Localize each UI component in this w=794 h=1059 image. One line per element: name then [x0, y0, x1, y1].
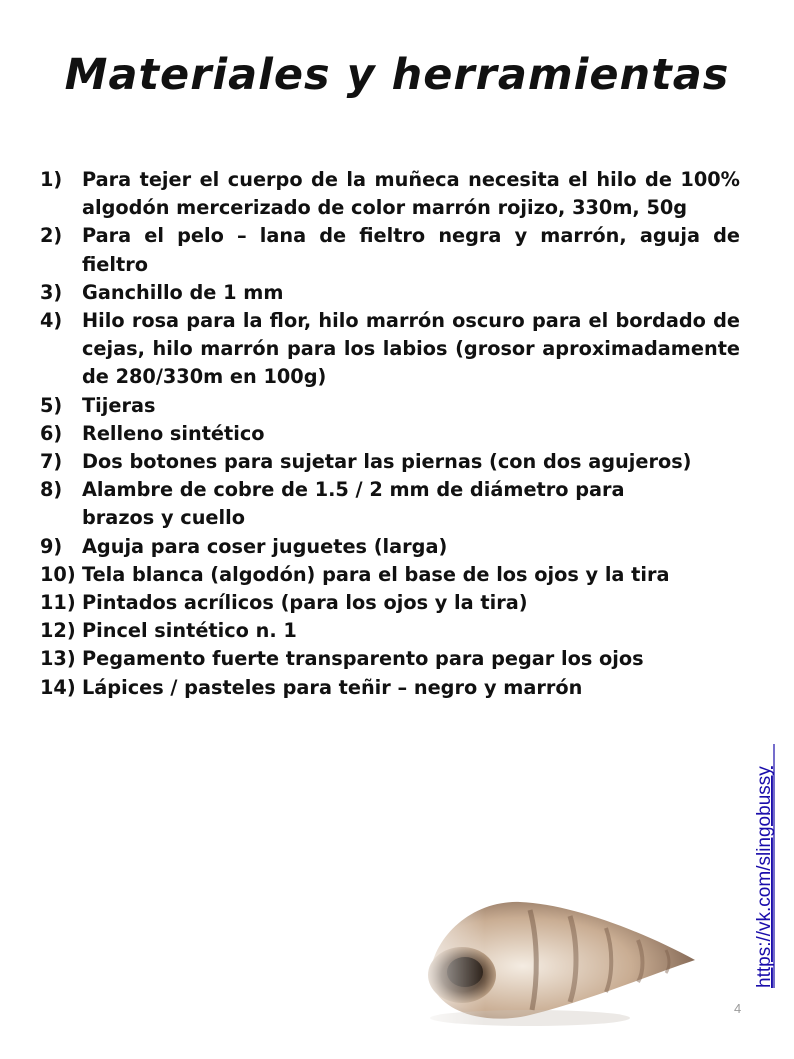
list-item [40, 222, 740, 278]
list-item-text: Tela blanca (algodón) para el base de los ojos y la tira [82, 562, 670, 586]
list-item-number: 1) [40, 168, 63, 191]
list-item-number: 8) [40, 478, 63, 502]
list-item [40, 476, 740, 532]
list-item-number: 6) [40, 421, 63, 445]
list-item-text: Para el pelo – lana de fieltro negra y marrón, aguja de fieltro [82, 224, 740, 276]
list-item-text: Para tejer el cuerpo de la muñeca necesita el hilo de 100% algodón mercerizado de color marrón rojizo, 330m, 50g [82, 168, 740, 220]
vk-link-text[interactable]: https://vk.com/slingobussy [754, 766, 775, 988]
list-item-number: 2) [40, 224, 63, 248]
list-item-number: 12) [40, 619, 76, 643]
page-title: Materiales y herramientas [64, 50, 730, 100]
list-item-text: Pintados acrílicos (para los ojos y la tira) [82, 591, 528, 615]
list-item [40, 533, 740, 561]
vk-link[interactable] [748, 740, 780, 990]
list-item-number: 10) [40, 562, 76, 586]
list-item-text: Relleno sintético [82, 421, 265, 445]
list-item [40, 674, 740, 702]
list-item-text: Dos botones para sujetar las piernas (con dos agujeros) [82, 450, 692, 474]
list-item-number: 5) [40, 393, 63, 417]
list-item-text: Ganchillo de 1 mm [82, 280, 284, 304]
list-item-number: 7) [40, 450, 63, 474]
list-item [40, 307, 740, 392]
list-item-text: Alambre de cobre de 1.5 / 2 mm de diámetro para brazos y cuello [82, 478, 625, 530]
list-item [40, 279, 740, 307]
list-item-text: Tijeras [82, 393, 156, 417]
list-item-number: 9) [40, 534, 63, 558]
list-item-text: Pincel sintético n. 1 [82, 619, 297, 643]
list-item-text: Pegamento fuerte transparento para pegar los ojos [82, 647, 644, 671]
list-item-number: 14) [40, 675, 76, 699]
list-item-number: 3) [40, 280, 63, 304]
list-item [40, 645, 740, 673]
seashell-image [410, 880, 710, 1030]
list-item [40, 420, 740, 448]
list-item-text: Lápices / pasteles para teñir – negro y marrón [82, 675, 583, 699]
materials-list [40, 166, 740, 702]
page-number: 4 [734, 1001, 742, 1016]
list-item [40, 617, 740, 645]
list-item [40, 166, 740, 222]
list-item [40, 448, 740, 476]
list-item-number: 11) [40, 591, 76, 615]
list-item-text: Aguja para coser juguetes (larga) [82, 534, 448, 558]
list-item [40, 561, 740, 589]
list-item-number: 13) [40, 647, 76, 671]
list-item-text: Hilo rosa para la flor, hilo marrón oscuro para el bordado de cejas, hilo marrón para los labios (grosor aproximadamente de 280/330m en 100g) [82, 309, 740, 389]
list-item-number: 4) [40, 309, 63, 333]
list-item [40, 589, 740, 617]
list-item [40, 392, 740, 420]
